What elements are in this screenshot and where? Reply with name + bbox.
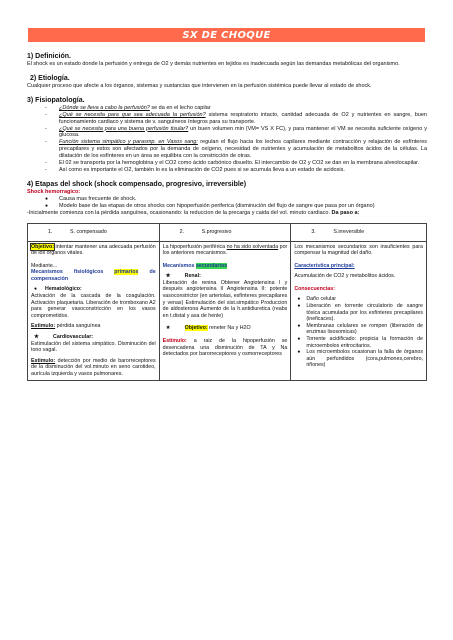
document-title: SX DE CHOQUE	[182, 29, 271, 41]
section-2-text: Cualquier proceso que afecte a los órganos, sistemas y sustancias que intervienen en la perfusión sistémica puede llevar al estado de shock.	[27, 82, 372, 89]
shock-subheading: Shock hemorragico:	[27, 188, 81, 195]
table-row	[28, 241, 427, 380]
cell-irreversible: Los mecanismos secundarios son insuficientes para compensar la magnitud del daño. Característica principal: Acumulación de CO2 y metabolitos ácidos. Consecuencias: ● Daño celular ● Liberación en torrente circulatorio de sangre tóxica acumulada por los esfínteres precapilares (ineficaces). ● Membranas celulares se rompen (liberación de enzimas lisosomicas) ● Torrente acidificado: propicia la formación de microembolos eritrocitarios. ● Los microembolos ocasionan la falla de órganos aún perfundidos (cora,pulmones,cerebro, riñones)	[291, 241, 427, 380]
list-item: - ¿Dónde se lleva a cabo la perfusión? se da en el lecho capilar	[59, 105, 427, 112]
document-body	[27, 52, 427, 381]
list-item: ● Membranas celulares se rompen (liberación de enzimas lisosomicas)	[294, 323, 423, 336]
list-item: ● Causa mas frecuente de shock.	[59, 196, 427, 203]
shock-bullets	[27, 196, 427, 210]
stages-intro: -Inicialmente comienza con la pérdida sanguínea, ocasionando: la reduccion de la precarga y caida del vol. minuto cardiaco. Da paso a:	[27, 209, 360, 216]
header-irreversible: 3. S.irreversible	[291, 223, 427, 241]
section-2-heading: 2) Etiología.	[30, 74, 70, 82]
header-compensado: 1. S. compensado	[28, 223, 160, 241]
list-item: ● Modelo base de las etapas de otros shocks con hipoperfusión periferica (disminución del flujo de sangre que pasa por un órgano)	[59, 203, 427, 210]
section-3-heading: 3) Fisiopatología.	[27, 96, 85, 104]
header-progresivo: 2. S.progresivo	[159, 223, 291, 241]
list-item: ● Los microembolos ocasionan la falla de órganos aún perfundidos (cora,pulmones,cerebro, riñones)	[294, 349, 423, 369]
section-1-heading: 1) Definición.	[27, 53, 71, 60]
list-item: - El 02 se transporta por la hemoglobina y el CO2 como ácido carbónico disuelto. El intercambio de O2 y CO2 se dan en la membrana alveolocapilar.	[59, 160, 427, 167]
cell-progresivo: La hipoperfusión periférica no ha sido solventada por los anteriores mecanismos. Mecanismos secundarios ★ Renal: Liberación de renina Obtener Angiotensina I y después angiotensina II Angiotensina II: potente vasoconstrictor (en arteriolas, esfínteres precapilares y venas) Estimulación del sist.simpático Produccion de aldosterona Aumento de la h.antidiuretica (reabs en t.distal y asa de henle) ★ Objetivo: reneter Na y H2O Estímulo: a raiz de la hipoperfusión se desencadena una disminución de TA y Na detectados por barorreceptores y osmorreceptores	[159, 241, 291, 380]
list-item: - ¿Qué se necesita para que sea adecuada la perfusión? sistema respiratorio intacto, cantidad adecuada de O2 y nutrientes en sangre, buen funcionamiento cardiaco y sistema de v. sanguíneos íntegros para su transporte.	[59, 112, 427, 126]
consequences-list	[294, 296, 423, 369]
list-item: ● Liberación en torrente circulatorio de sangre tóxica acumulada por los esfínteres precapilares (ineficaces).	[294, 303, 423, 323]
cell-compensado: Objetivo: intentar mantener una adecuada perfusión de los órganos vitales. Mediante... Mecanismos fisiológicos primarios de compensación ● Hematológico: Activación de la cascada de la coagulación. Activación plaquetaria. Liberación de tromboxano A2 para generar vasoconstricción en los vasos comprometidos. Estimulo: pérdida sanguínea ★ Cardiovascular: Estimulación del sistema simpático. Disminución del tono vagal. Estimulo: detección por medio de barorreceptores de la disminución del vol.minuto en seno carotideo, aurícula izquierda y vasos pulmonares.	[28, 241, 160, 380]
list-item: ● Daño celular	[294, 296, 423, 303]
stages-table	[27, 223, 427, 381]
physiopathology-list	[27, 105, 427, 174]
list-item: - Función sistema simpático y parasmp. en Vasos sang: regulan el flujo hacia los lechos capilares mediante contracción y relajación de esfínteres precapilares y estos son afectados por la demanda de oxígeno, necesidad de nutrientes y acumulación de metabolitos ácidos de la células. La dilatación de los esfínteres en un área se equilibra con la constricción de otras.	[59, 139, 427, 160]
list-item: - ¿Qué se necesita para una buena perfusión tisular? un buen volumen min (VM= VS X FC), y para mantener el VM se necesita suficiente oxígeno y glucosa.	[59, 126, 427, 140]
list-item: ● Torrente acidificado: propicia la formación de microembolos eritrocitarios.	[294, 336, 423, 349]
list-item: - Así como es importante el O2, también lo es la eliminación de CO2 pues si se acumula lleva a un estado de acidosis.	[59, 167, 427, 174]
title-banner	[28, 28, 425, 42]
section-1-text: El shock es un estado donde la perfusión y entrega de O2 y demás nutrientes en tejidos es inadecuada según las demandas metabólicas del organismo.	[27, 61, 400, 67]
section-4-heading: 4) Etapas del shock (shock compensado, progresivo, irreversible)	[27, 180, 247, 188]
table-header-row	[28, 223, 427, 241]
